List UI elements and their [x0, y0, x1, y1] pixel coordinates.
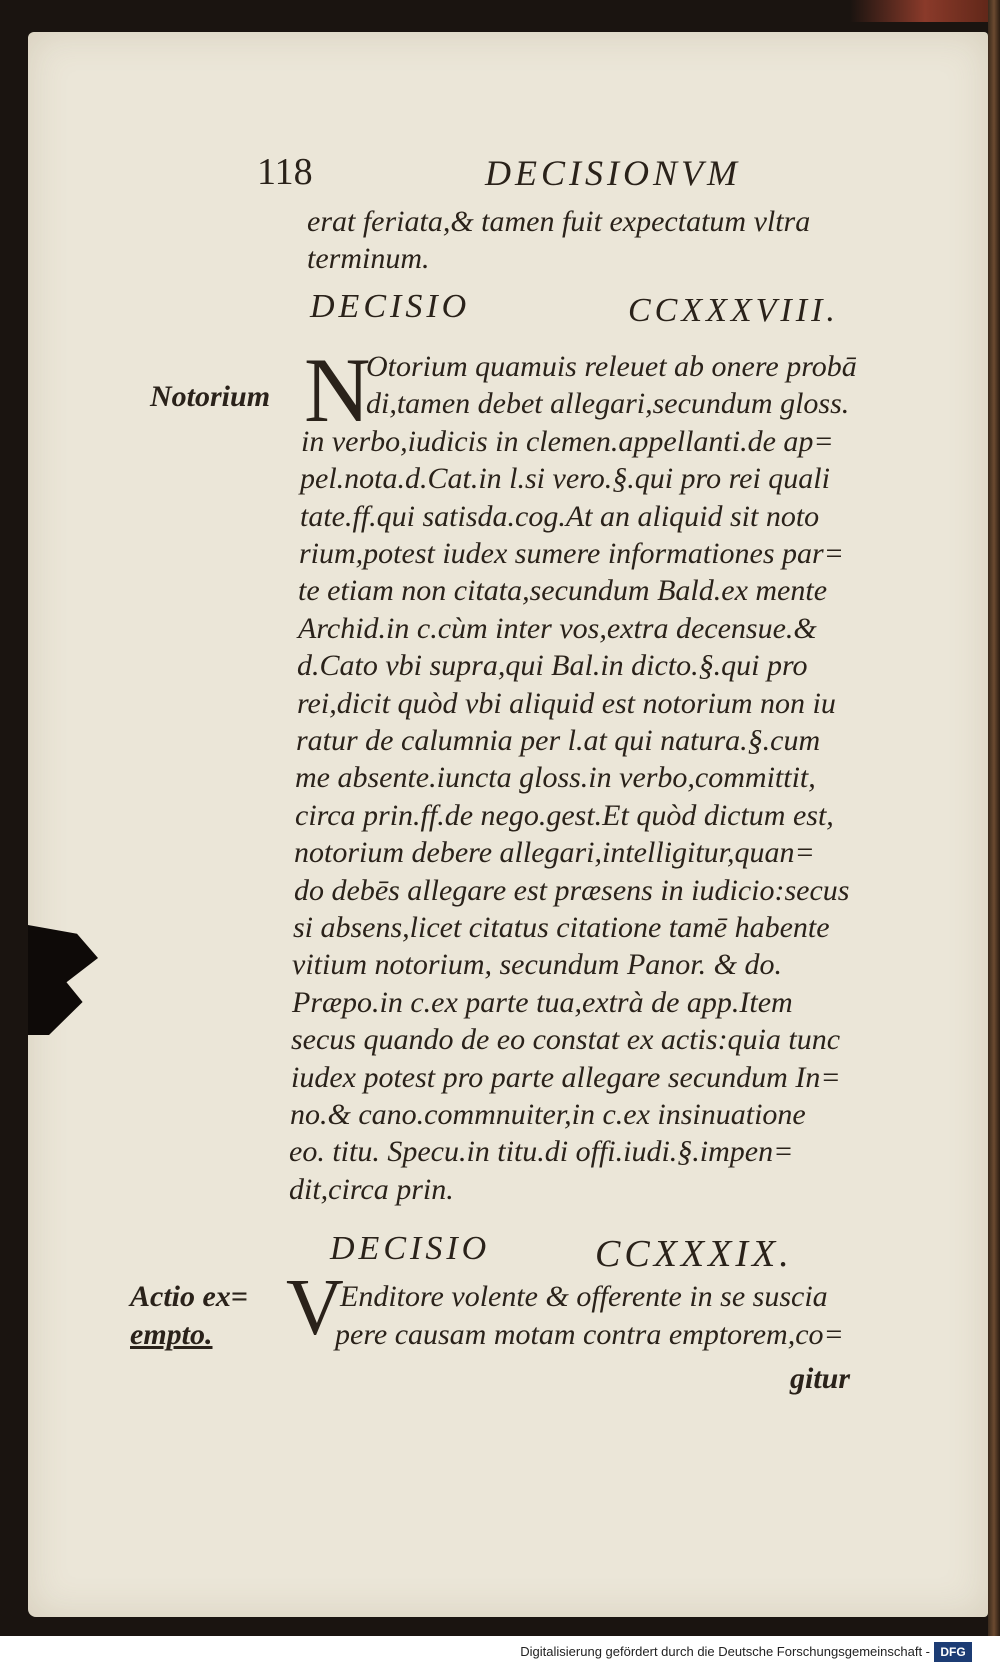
- text-line: tate.ff.qui satisda.cog.At an aliquid sit noto: [300, 500, 820, 533]
- decision-heading-numeral: CCXXXIX.: [595, 1233, 793, 1275]
- text-line: terminum.: [307, 242, 430, 275]
- text-line: eo. titu. Specu.in titu.di offi.iudi.§.impen=: [289, 1135, 794, 1168]
- text-line: vitium notorium, secundum Panor. & do.: [292, 948, 782, 981]
- decision-heading-label: DECISIO: [330, 1230, 491, 1267]
- text-line: erat feriata,& tamen fuit expectatum vltra: [307, 205, 811, 238]
- drop-cap: N: [304, 339, 371, 441]
- text-line: notorium debere allegari,intelligitur,quan=: [294, 836, 815, 869]
- text-line: ratur de calumnia per l.at qui natura.§.cum: [296, 724, 821, 757]
- book-edge-top: [850, 0, 1000, 22]
- text-line: Archid.in c.cùm inter vos,extra decensue.&: [298, 612, 817, 645]
- text-line: si absens,licet citatus citatione tamē habente: [293, 911, 830, 944]
- text-line: d.Cato vbi supra,qui Bal.in dicto.§.qui pro: [297, 649, 808, 682]
- margin-note: Actio ex=: [130, 1280, 248, 1313]
- dfg-logo: DFG: [934, 1642, 972, 1662]
- decision-heading-label: DECISIO: [310, 288, 471, 325]
- footer-credit: Digitalisierung gefördert durch die Deutsche Forschungsgemeinschaft -: [520, 1644, 930, 1659]
- text-line: do debēs allegare est præsens in iudicio:secus: [294, 874, 850, 907]
- text-line: Præpo.in c.ex parte tua,extrà de app.Item: [292, 986, 793, 1019]
- text-line: di,tamen debet allegari,secundum gloss.: [366, 387, 850, 420]
- text-line: iudex potest pro parte allegare secundum In=: [291, 1061, 841, 1094]
- text-line: no.& cano.commnuiter,in c.ex insinuatione: [290, 1098, 806, 1131]
- text-line: rium,potest iudex sumere informationes par=: [299, 537, 844, 570]
- text-line: rei,dicit quòd vbi aliquid est notorium non iu: [297, 687, 836, 720]
- text-line: pel.nota.d.Cat.in l.si vero.§.qui pro rei quali: [300, 462, 830, 495]
- decision-heading-numeral: CCXXXVIII.: [628, 292, 839, 329]
- text-line: Enditore volente & offerente in se suscia: [340, 1280, 828, 1313]
- book-spine: [988, 0, 1000, 1670]
- page-number: 118: [257, 151, 313, 193]
- text-line: circa prin.ff.de nego.gest.Et quòd dictum est,: [295, 799, 834, 832]
- text-line: dit,circa prin.: [289, 1173, 454, 1206]
- running-title: DECISIONVM: [485, 153, 741, 193]
- text-line: Otorium quamuis releuet ab onere probā: [366, 350, 857, 383]
- margin-note: empto.: [130, 1318, 213, 1351]
- drop-cap: V: [286, 1264, 344, 1352]
- catchword: gitur: [790, 1362, 851, 1395]
- text-line: me absente.iuncta gloss.in verbo,committit,: [295, 761, 816, 794]
- text-line: pere causam motam contra emptorem,co=: [335, 1318, 844, 1351]
- text-line: in verbo,iudicis in clemen.appellanti.de ap=: [301, 425, 834, 458]
- digitization-footer: [0, 1636, 1000, 1670]
- text-line: secus quando de eo constat ex actis:quia tunc: [291, 1023, 841, 1056]
- margin-note: Notorium: [150, 380, 271, 413]
- text-line: te etiam non citata,secundum Bald.ex mente: [298, 574, 828, 607]
